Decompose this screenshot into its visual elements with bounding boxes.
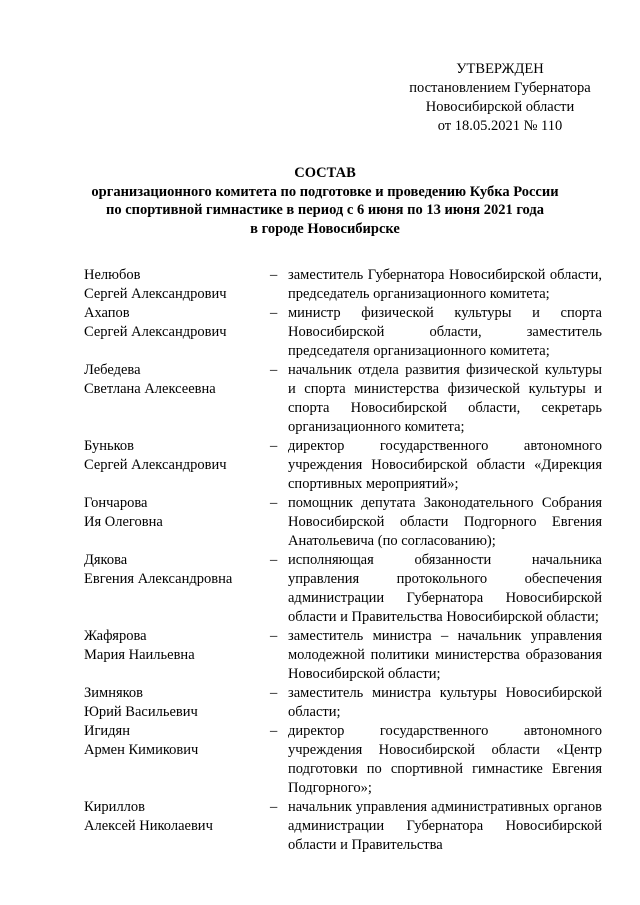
- member-row: [84, 798, 604, 855]
- member-given-names: Юрий Васильевич: [84, 704, 198, 720]
- member-row: [84, 437, 604, 494]
- dash-separator: –: [270, 552, 278, 568]
- member-name: [84, 437, 270, 494]
- member-role: начальник управления административных органов администрации Губернатора Новосибирской области и Правительства: [288, 799, 602, 853]
- member-surname: Зимняков: [84, 685, 144, 701]
- approval-decree: постановлением Губернатора: [409, 80, 591, 96]
- dash-separator: –: [270, 799, 278, 815]
- approval-title: УТВЕРЖДЕН: [456, 61, 544, 77]
- member-given-names: Армен Кимикович: [84, 742, 199, 758]
- member-row: [84, 494, 604, 551]
- member-role: директор государственного автономного учреждения Новосибирской области «Дирекция спортивных мероприятий»;: [288, 438, 602, 492]
- member-role: министр физической культуры и спорта Новосибирской области, заместитель председателя организационного комитета;: [288, 305, 602, 359]
- approval-stamp: [380, 60, 620, 136]
- member-given-names: Мария Наильевна: [84, 647, 195, 663]
- member-role: заместитель министра – начальник управления молодежной политики министерства образования Новосибирской области;: [288, 628, 602, 682]
- dash-separator: –: [270, 305, 278, 321]
- member-row: [84, 266, 604, 304]
- member-role: начальник отдела развития физической культуры и спорта министерства физической культуры и спорта Новосибирской области, секретарь организационного комитета;: [288, 362, 602, 435]
- member-row: [84, 684, 604, 722]
- member-given-names: Сергей Александрович: [84, 324, 227, 340]
- member-surname: Дякова: [84, 552, 128, 568]
- dash-separator: –: [270, 685, 278, 701]
- member-row: [84, 627, 604, 684]
- document-title: СОСТАВ: [294, 165, 356, 181]
- member-name: [84, 684, 270, 722]
- approval-date-number: от 18.05.2021 № 110: [437, 118, 563, 134]
- document-heading: [60, 164, 590, 238]
- member-given-names: Сергей Александрович: [84, 457, 227, 473]
- heading-line-3: в городе Новосибирске: [250, 220, 400, 237]
- heading-line-1: организационного комитета по подготовке и проведению Кубка России: [91, 183, 559, 200]
- member-surname: Игидян: [84, 723, 130, 739]
- member-surname: Гончарова: [84, 495, 148, 511]
- member-surname: Лебедева: [84, 362, 141, 378]
- member-given-names: Ия Олеговна: [84, 514, 163, 530]
- member-name: [84, 494, 270, 551]
- dash-separator: –: [270, 628, 278, 644]
- member-name: [84, 551, 270, 627]
- committee-members-list: [84, 266, 604, 855]
- member-given-names: Алексей Николаевич: [84, 818, 213, 834]
- member-given-names: Сергей Александрович: [84, 286, 227, 302]
- dash-separator: –: [270, 362, 278, 378]
- member-role: заместитель министра культуры Новосибирской области;: [288, 685, 602, 720]
- dash-separator: –: [270, 495, 278, 511]
- member-name: [84, 627, 270, 684]
- member-name: [84, 361, 270, 437]
- member-surname: Буньков: [84, 438, 134, 454]
- member-name: [84, 722, 270, 798]
- member-role: исполняющая обязанности начальника управления протокольного обеспечения администрации Губернатора Новосибирской области и Правительства Новосибирской области;: [288, 552, 602, 625]
- member-role: заместитель Губернатора Новосибирской области, председатель организационного комитета;: [288, 267, 602, 302]
- approval-region: Новосибирской области: [425, 99, 575, 115]
- member-name: [84, 798, 270, 855]
- member-name: [84, 304, 270, 361]
- member-surname: Нелюбов: [84, 267, 141, 283]
- member-given-names: Евгения Александровна: [84, 571, 233, 587]
- member-role: помощник депутата Законодательного Собрания Новосибирской области Подгорного Евгения Анатольевича (по согласованию);: [288, 495, 602, 549]
- dash-separator: –: [270, 267, 278, 283]
- member-given-names: Светлана Алексеевна: [84, 381, 216, 397]
- dash-separator: –: [270, 723, 278, 739]
- member-surname: Кириллов: [84, 799, 146, 815]
- heading-line-2: по спортивной гимнастике в период с 6 июня по 13 июня 2021 года: [106, 202, 544, 218]
- member-role: директор государственного автономного учреждения Новосибирской области «Центр подготовки по спортивной гимнастике Евгения Подгорного»;: [288, 723, 602, 796]
- member-row: [84, 551, 604, 627]
- member-name: [84, 266, 270, 304]
- dash-separator: –: [270, 438, 278, 454]
- member-row: [84, 304, 604, 361]
- member-surname: Ахапов: [84, 305, 130, 321]
- member-row: [84, 722, 604, 798]
- member-surname: Жафярова: [84, 628, 147, 644]
- member-row: [84, 361, 604, 437]
